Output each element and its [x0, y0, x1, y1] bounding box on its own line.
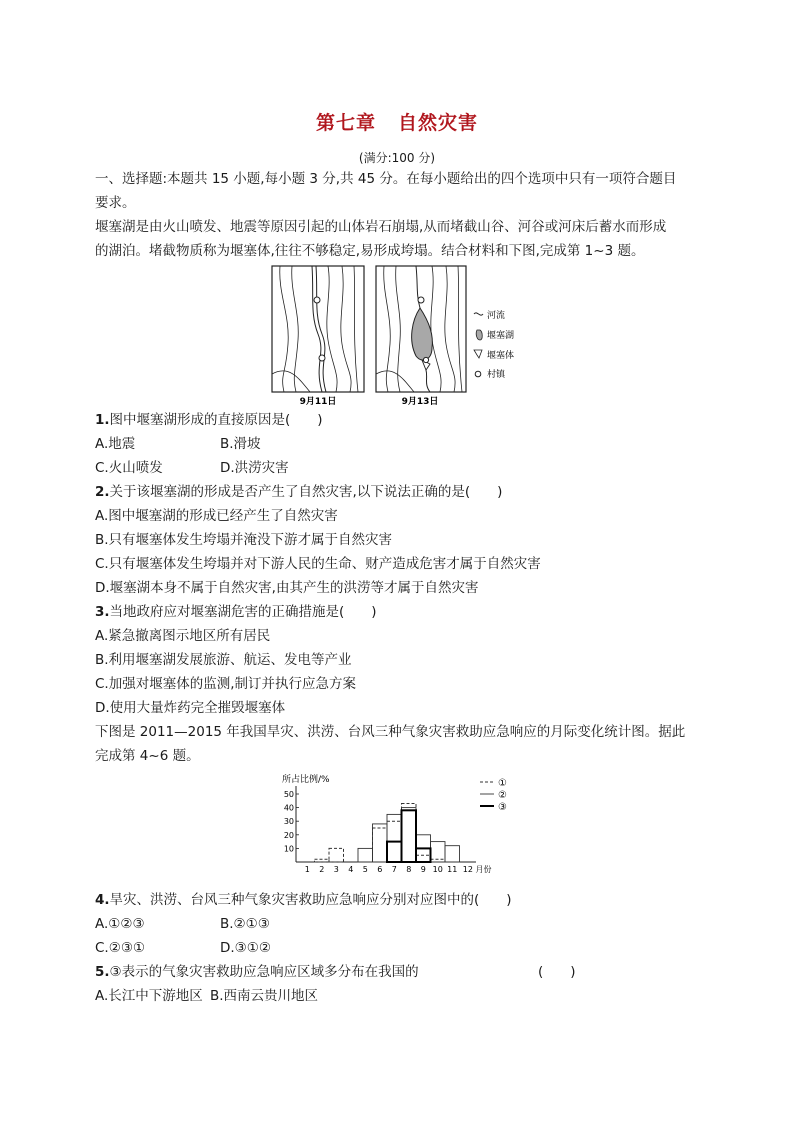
- q4-options-row1: [95, 915, 270, 934]
- q4-option-d: D.③①②: [220, 940, 271, 956]
- legend-river: 河流: [487, 311, 506, 321]
- q5-answer-paren: ( ): [538, 964, 576, 980]
- question-2: 2.关于该堰塞湖的形成是否产生了自然灾害,以下说法正确的是( ): [95, 484, 503, 500]
- page-title: [0, 108, 794, 135]
- chart-y-tick-label: 10: [283, 844, 294, 854]
- chart-x-tick-label: 12 月份: [462, 865, 492, 874]
- section-instructions-line2: 要求。: [95, 195, 136, 211]
- chart-bar-series-1: [373, 828, 388, 862]
- chart-x-tick-label: 11: [447, 865, 458, 874]
- q4-option-a: A.①②③: [95, 916, 145, 932]
- chart-legend-label: ①: [498, 778, 507, 789]
- chart-x-tick-label: 5: [362, 865, 368, 874]
- chart-bar-series-1: [402, 804, 417, 862]
- river-legend-icon: [474, 313, 483, 315]
- chart-x-tick-label: 9: [420, 865, 426, 874]
- chart-x-tick-label: 3: [333, 865, 339, 874]
- q3-option-a: A.紧急撤离图示地区所有居民: [95, 628, 271, 644]
- legend-lake: 堰塞湖: [487, 331, 515, 341]
- chart-x-tick-label: 2: [319, 865, 325, 874]
- chart-bar-series-3: [402, 810, 417, 862]
- disaster-response-chart: [282, 772, 542, 882]
- chart-ylabel: 所占比例/%: [282, 775, 330, 785]
- barrier-legend-icon: [474, 350, 482, 358]
- q1-option-d: D.洪涝灾害: [220, 460, 289, 476]
- chart-bar-series-2: [358, 848, 373, 862]
- q3-option-d: D.使用大量炸药完全摧毁堰塞体: [95, 700, 286, 716]
- q1-option-c: C.火山喷发: [95, 460, 163, 476]
- chart-y-tick-label: 20: [283, 830, 294, 840]
- village-marker: [423, 357, 428, 362]
- chart-legend-label: ②: [498, 790, 507, 801]
- question-5: 5.③表示的气象灾害救助应急响应区域多分布在我国的: [95, 964, 419, 980]
- village-marker: [314, 297, 320, 303]
- village-legend-icon: [475, 371, 481, 377]
- lake-legend-icon: [476, 330, 482, 340]
- chart-bar-series-2: [373, 824, 388, 862]
- chart-bar-series-2: [445, 846, 460, 862]
- q4-option-b: B.②①③: [220, 916, 270, 932]
- chart-y-tick-label: 30: [283, 817, 294, 827]
- chart-x-tick-label: 1: [304, 865, 310, 874]
- material2-line1: 下图是 2011—2015 年我国旱灾、洪涝、台风三种气象灾害救助应急响应的月际变化统计图。据此: [95, 724, 686, 740]
- question-3: 3.当地政府应对堰塞湖危害的正确措施是( ): [95, 604, 377, 620]
- q2-option-c: C.只有堰塞体发生垮塌并对下游人民的生命、财产造成危害才属于自然灾害: [95, 556, 541, 572]
- q5-option-a: A.长江中下游地区: [95, 988, 203, 1004]
- chart-x-tick-label: 10: [432, 865, 443, 874]
- chart-x-tick-label: 4: [348, 865, 354, 874]
- q3-option-b: B.利用堰塞湖发展旅游、航运、发电等产业: [95, 652, 352, 668]
- material1-line1: 堰塞湖是由火山喷发、地震等原因引起的山体岩石崩塌,从而堵截山谷、河谷或河床后蓄水而形成: [95, 219, 667, 235]
- chart-bar-series-3: [387, 842, 402, 862]
- chart-x-tick-label: 8: [406, 865, 412, 874]
- chart-y-tick-label: 40: [283, 803, 294, 813]
- caption-sep11: 9月11日: [299, 397, 337, 407]
- chart-bar-series-2: [402, 808, 417, 862]
- caption-sep13: 9月13日: [401, 397, 439, 407]
- chart-bar-series-1: [416, 855, 431, 862]
- chapter-number: 第七章: [315, 112, 376, 134]
- q5-options-row1: [95, 987, 319, 1006]
- barrier-lake-map-figure: [270, 264, 540, 412]
- q2-option-d: D.堰塞湖本身不属于自然灾害,由其产生的洪涝等才属于自然灾害: [95, 580, 479, 596]
- chart-y-tick-label: 50: [283, 790, 294, 799]
- material1-line2: 的湖泊。堵截物质称为堰塞体,往往不够稳定,易形成垮塌。结合材料和下图,完成第 1~3 题。: [95, 243, 645, 259]
- legend-barrier: 堰塞体: [487, 351, 515, 361]
- q2-option-a: A.图中堰塞湖的形成已经产生了自然灾害: [95, 508, 338, 524]
- q3-option-c: C.加强对堰塞体的监测,制订并执行应急方案: [95, 676, 357, 692]
- chart-legend-label: ③: [498, 802, 507, 813]
- chart-x-tick-label: 7: [391, 865, 397, 874]
- village-marker: [418, 297, 424, 303]
- question-1: 1.图中堰塞湖形成的直接原因是( ): [95, 412, 323, 428]
- q5-option-b: B.西南云贵川地区: [210, 988, 319, 1004]
- chart-x-tick-label: 6: [377, 865, 383, 874]
- chart-bar-series-1: [329, 848, 344, 862]
- q4-option-c: C.②③①: [95, 940, 146, 956]
- material2-line2: 完成第 4~6 题。: [95, 748, 200, 764]
- q1-option-a: A.地震: [95, 436, 136, 452]
- score-note: (满分:100 分): [358, 151, 436, 165]
- q1-options-row2: [95, 459, 289, 478]
- chapter-name: 自然灾害: [398, 112, 479, 134]
- q1-option-b: B.滑坡: [220, 436, 261, 452]
- q2-option-b: B.只有堰塞体发生垮塌并淹没下游才属于自然灾害: [95, 532, 393, 548]
- village-marker: [319, 355, 325, 361]
- q1-options-row1: [95, 435, 261, 454]
- section-instructions-line1: 一、选择题:本题共 15 小题,每小题 3 分,共 45 分。在每小题给出的四个选项中只有一项符合题目: [95, 171, 677, 187]
- legend-village: 村镇: [487, 370, 506, 380]
- question-4: 4.旱灾、洪涝、台风三种气象灾害救助应急响应分别对应图中的( ): [95, 892, 512, 908]
- map-frame-sep11: [272, 266, 364, 392]
- q4-options-row2: [95, 939, 271, 958]
